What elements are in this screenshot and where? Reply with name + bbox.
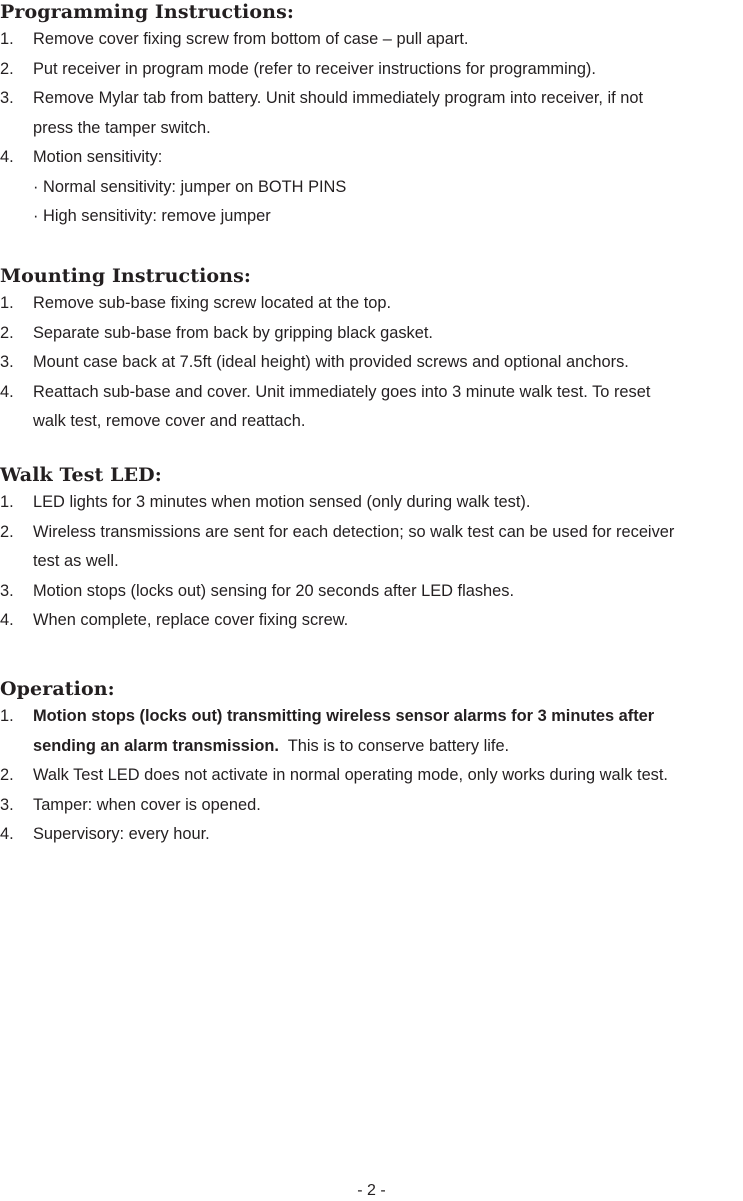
item-text: Supervisory: every hour. <box>33 825 210 843</box>
item-number: 3. <box>0 581 14 600</box>
programming-heading: Programming Instructions: <box>0 1 294 23</box>
list-item <box>0 143 743 232</box>
list-item <box>0 518 743 577</box>
item-number: 1. <box>0 493 14 511</box>
item-text: Put receiver in program mode (refer to receiver instructions for programming). <box>33 59 596 78</box>
item-text-bold-continued: sending an alarm transmission. <box>33 736 279 755</box>
list-item <box>0 761 743 791</box>
item-number: 4. <box>0 825 14 843</box>
item-number: 3. <box>0 89 14 107</box>
item-text: Reattach sub-base and cover. Unit immediately goes into 3 minute walk test. To reset <box>33 382 651 401</box>
item-text: LED lights for 3 minutes when motion sensed (only during walk test). <box>33 493 531 511</box>
page-number: - 2 - <box>357 1182 386 1199</box>
item-text: Remove cover fixing screw from bottom of case – pull apart. <box>33 30 469 48</box>
list-item <box>0 25 743 55</box>
list-item <box>0 702 743 761</box>
operation-heading: Operation: <box>0 678 115 700</box>
sub-item: · Normal sensitivity: jumper on BOTH PINS <box>33 177 347 196</box>
item-number: 1. <box>0 294 14 312</box>
item-text: When complete, replace cover fixing screw. <box>33 611 349 629</box>
item-text: Motion sensitivity: <box>33 148 163 166</box>
item-text: Motion stops (locks out) sensing for 20 seconds after LED flashes. <box>33 581 515 600</box>
item-number: 2. <box>0 766 14 784</box>
item-text: Walk Test LED does not activate in normal operating mode, only works during walk test. <box>33 766 668 784</box>
item-number: 2. <box>0 59 14 78</box>
item-number: 3. <box>0 795 14 814</box>
item-text-rest: This is to conserve battery life. <box>278 736 510 755</box>
item-text: Mount case back at 7.5ft (ideal height) with provided screws and optional anchors. <box>33 353 629 371</box>
programming-section <box>0 0 743 232</box>
list-item <box>0 606 743 636</box>
list-item <box>0 348 743 378</box>
list-item <box>0 378 743 437</box>
list-item <box>0 577 743 607</box>
walk-test-section <box>0 463 743 636</box>
item-number: 1. <box>0 30 14 48</box>
item-number: 3. <box>0 353 14 371</box>
item-text: Tamper: when cover is opened. <box>33 795 261 814</box>
mounting-section <box>0 264 743 437</box>
list-item <box>0 820 743 850</box>
item-number: 4. <box>0 382 14 401</box>
item-text-bold: Motion stops (locks out) transmitting wireless sensor alarms for 3 minutes after <box>33 707 655 725</box>
item-text-continued: walk test, remove cover and reattach. <box>33 412 306 430</box>
item-number: 1. <box>0 707 14 725</box>
item-number: 4. <box>0 611 14 629</box>
list-item <box>0 791 743 821</box>
item-text: Separate sub-base from back by gripping black gasket. <box>33 323 433 342</box>
item-text: Wireless transmissions are sent for each detection; so walk test can be used for receiver <box>33 522 675 541</box>
list-item <box>0 55 743 85</box>
item-text: Remove sub-base fixing screw located at the top. <box>33 294 392 312</box>
item-text: Remove Mylar tab from battery. Unit should immediately program into receiver, if not <box>33 89 644 107</box>
item-number: 2. <box>0 522 14 541</box>
item-number: 2. <box>0 323 14 342</box>
walk-test-heading: Walk Test LED: <box>0 464 162 486</box>
list-item <box>0 289 743 319</box>
mounting-heading: Mounting Instructions: <box>0 265 251 287</box>
item-text-continued: test as well. <box>33 552 119 570</box>
list-item <box>0 319 743 349</box>
list-item <box>0 84 743 143</box>
operation-section <box>0 677 743 850</box>
sub-item: · High sensitivity: remove jumper <box>33 207 271 225</box>
list-item <box>0 488 743 518</box>
item-text-continued: press the tamper switch. <box>33 118 211 137</box>
item-number: 4. <box>0 148 14 166</box>
